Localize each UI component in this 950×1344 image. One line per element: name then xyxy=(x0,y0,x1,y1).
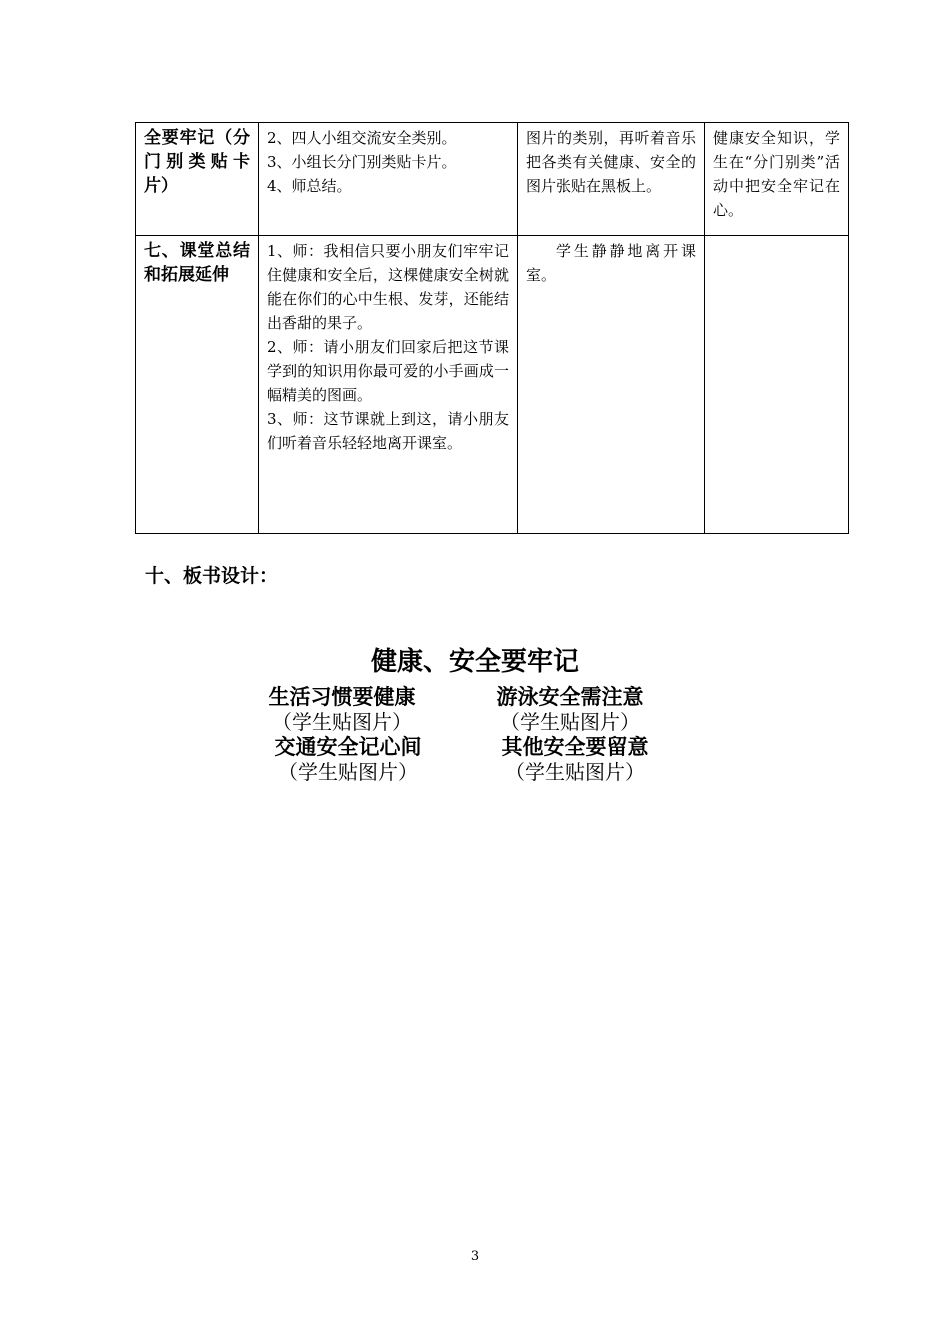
design-intent-cell xyxy=(705,236,849,534)
teacher-step: 3、师：这节课就上到这，请小朋友们听着音乐轻轻地离开课室。 xyxy=(267,410,509,452)
lesson-plan-table xyxy=(135,122,849,534)
board-item xyxy=(455,734,695,784)
board-item-heading: 游泳安全需注意 xyxy=(496,685,644,709)
student-activity-cell: 图片的类别，再听着音乐把各类有关健康、安全的图片张贴在黑板上。 xyxy=(518,123,705,236)
teacher-step: 1、师：我相信只要小朋友们牢牢记住健康和安全后，这棵健康安全树就能在你们的心中生根、发芽，还能结出香甜的果子。 xyxy=(267,242,509,332)
teacher-step: 2、师：请小朋友们回家后把这节课学到的知识用你最可爱的小手画成一幅精美的图画。 xyxy=(267,338,509,404)
board-item-heading: 其他安全要留意 xyxy=(501,735,649,759)
board-item xyxy=(222,684,462,734)
teacher-step: 2、四人小组交流安全类别。 xyxy=(267,129,457,147)
teacher-activity-cell xyxy=(259,123,518,236)
teacher-step: 4、师总结。 xyxy=(267,177,352,195)
teacher-step: 3、小组长分门别类贴卡片。 xyxy=(267,153,457,171)
table-row xyxy=(136,236,849,534)
board-title: 健康、安全要牢记 xyxy=(370,647,579,677)
table-row xyxy=(136,123,849,236)
teacher-activity-cell xyxy=(259,236,518,534)
student-activity-cell: 学生静静地离开课室。 xyxy=(518,236,705,534)
board-item-heading: 生活习惯要健康 xyxy=(268,685,416,709)
section-title: 十、板书设计： xyxy=(145,565,279,587)
board-item-heading: 交通安全记心间 xyxy=(274,735,422,759)
board-item-note: （学生贴图片） xyxy=(278,760,418,784)
page-number: 3 xyxy=(470,1249,480,1264)
design-intent-cell: 健康安全知识，学生在“分门别类”活动中把安全牢记在心。 xyxy=(705,123,849,236)
board-item-note: （学生贴图片） xyxy=(272,710,412,734)
board-item xyxy=(228,734,468,784)
board-item-note: （学生贴图片） xyxy=(500,710,640,734)
stage-cell: 七、课堂总结和拓展延伸 xyxy=(136,236,259,534)
board-item xyxy=(450,684,690,734)
board-item-note: （学生贴图片） xyxy=(505,760,645,784)
stage-cell: 全要牢记（分门别类贴卡片） xyxy=(136,123,259,236)
